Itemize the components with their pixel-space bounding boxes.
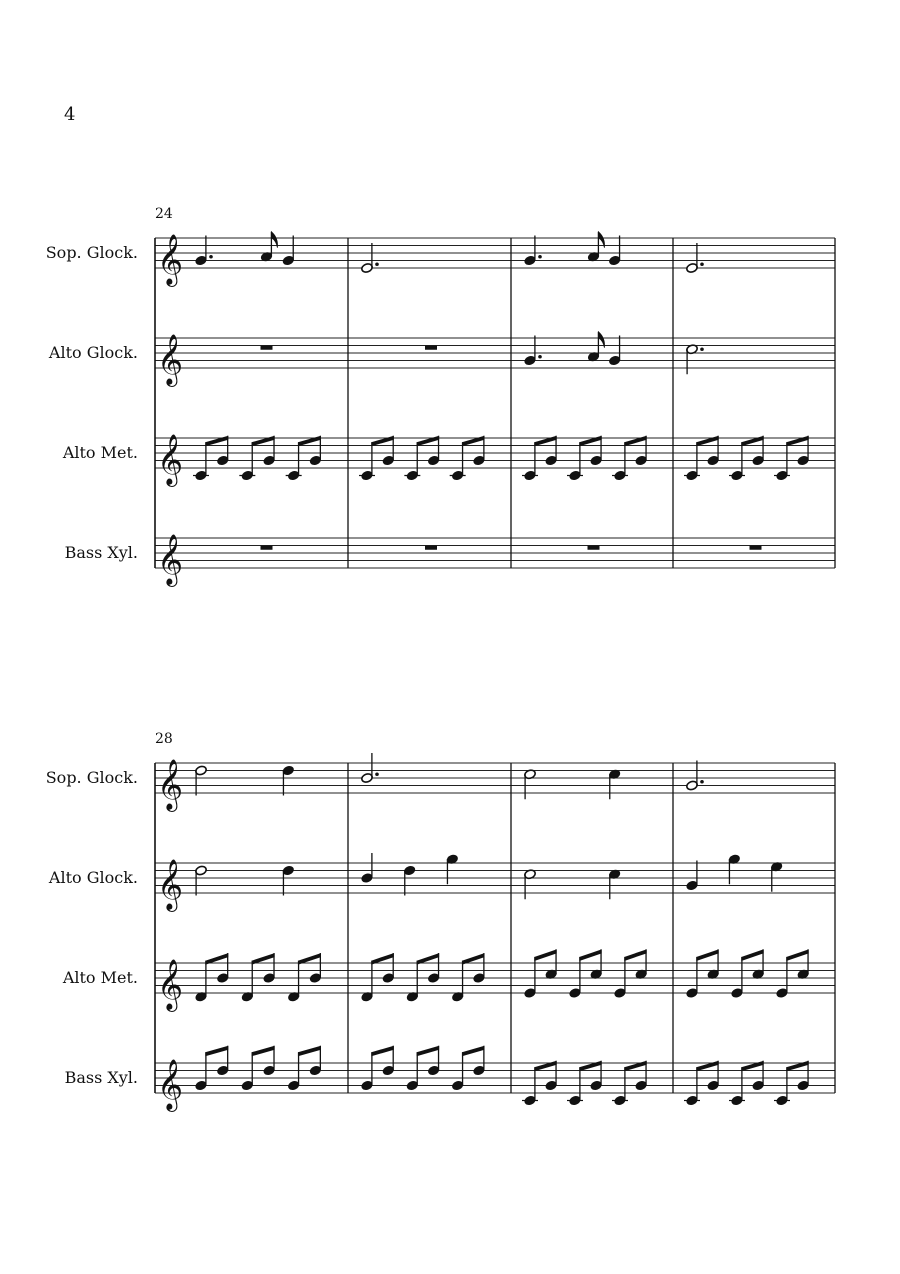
eighth-beam bbox=[786, 949, 808, 961]
measure bbox=[750, 546, 762, 550]
augmentation-dot bbox=[700, 347, 704, 351]
treble-clef: 𝄞 bbox=[157, 334, 184, 385]
treble-clef: 𝄞 bbox=[157, 234, 184, 285]
measure bbox=[524, 949, 648, 998]
measure bbox=[588, 546, 600, 550]
eighth-beam bbox=[696, 1061, 718, 1072]
measure bbox=[524, 769, 621, 799]
measure bbox=[522, 436, 647, 481]
eighth-beam bbox=[371, 436, 394, 447]
measure bbox=[261, 346, 273, 350]
eighth-beam bbox=[534, 436, 556, 447]
instrument-name: Bass Xyl. bbox=[64, 543, 138, 562]
staff bbox=[48, 332, 835, 387]
eighth-beam bbox=[298, 436, 321, 447]
measure bbox=[686, 949, 810, 998]
eighth-beam bbox=[417, 1046, 440, 1057]
measure bbox=[195, 1046, 322, 1091]
instrument-name: Sop. Glock. bbox=[45, 243, 138, 262]
staff bbox=[48, 853, 835, 912]
eighth-beam bbox=[534, 949, 556, 961]
eighth-beam bbox=[371, 1046, 394, 1057]
page-number: 4 bbox=[64, 104, 76, 125]
staff bbox=[46, 232, 835, 287]
measure-number: 24 bbox=[155, 206, 173, 222]
eighth-beam bbox=[462, 1046, 485, 1057]
measure bbox=[193, 436, 322, 481]
augmentation-dot bbox=[700, 780, 704, 784]
systems-layer bbox=[46, 206, 835, 1112]
measure bbox=[686, 344, 704, 374]
whole-rest bbox=[588, 546, 600, 550]
augmentation-dot bbox=[375, 772, 379, 776]
eighth-beam bbox=[741, 436, 763, 447]
whole-rest bbox=[261, 546, 273, 550]
treble-clef: 𝄞 bbox=[157, 534, 184, 585]
staff bbox=[46, 753, 835, 812]
augmentation-dot bbox=[700, 262, 704, 266]
measure bbox=[359, 436, 485, 481]
instrument-name: Alto Glock. bbox=[48, 868, 138, 887]
eighth-beam bbox=[252, 436, 275, 447]
measure bbox=[361, 853, 459, 896]
staff bbox=[62, 434, 835, 487]
measure bbox=[686, 243, 704, 273]
whole-rest bbox=[750, 546, 762, 550]
measure bbox=[524, 869, 621, 899]
whole-rest bbox=[261, 346, 273, 350]
instrument-name: Alto Glock. bbox=[48, 343, 138, 362]
measure bbox=[686, 761, 704, 791]
eighth-beam bbox=[624, 949, 646, 961]
instrument-name: Alto Met. bbox=[62, 968, 138, 987]
measure bbox=[686, 854, 783, 892]
eighth-beam bbox=[696, 436, 718, 447]
measure bbox=[261, 546, 273, 550]
eighth-beam bbox=[786, 436, 808, 447]
eighth-beam bbox=[205, 1046, 228, 1057]
treble-clef: 𝄞 bbox=[157, 759, 184, 810]
system bbox=[46, 731, 835, 1112]
eighth-beam bbox=[252, 1046, 275, 1057]
measure bbox=[195, 865, 295, 895]
measure-number: 28 bbox=[155, 731, 173, 747]
treble-clef: 𝄞 bbox=[157, 1059, 184, 1110]
measure bbox=[361, 1046, 486, 1091]
augmentation-dot bbox=[375, 262, 379, 266]
staff bbox=[65, 534, 835, 587]
whole-rest bbox=[425, 546, 437, 550]
eighth-beam bbox=[624, 1061, 646, 1072]
augmentation-dot bbox=[538, 255, 542, 259]
measure bbox=[195, 765, 295, 795]
eighth-beam bbox=[579, 949, 601, 961]
instrument-name: Bass Xyl. bbox=[64, 1068, 138, 1087]
eighth-beam bbox=[696, 949, 718, 961]
measure bbox=[684, 436, 809, 481]
eighth-beam bbox=[579, 436, 601, 447]
measure bbox=[425, 546, 437, 550]
augmentation-dot bbox=[538, 355, 542, 359]
eighth-beam bbox=[205, 436, 228, 447]
eighth-beam bbox=[462, 436, 485, 447]
eighth-beam bbox=[741, 1061, 763, 1072]
instrument-name: Sop. Glock. bbox=[45, 768, 138, 787]
measure bbox=[361, 243, 379, 273]
eighth-beam bbox=[624, 436, 646, 447]
instrument-name: Alto Met. bbox=[62, 443, 138, 462]
treble-clef: 𝄞 bbox=[157, 434, 184, 485]
measure bbox=[425, 346, 437, 350]
augmentation-dot bbox=[209, 255, 213, 259]
whole-rest bbox=[425, 346, 437, 350]
measure bbox=[361, 753, 379, 783]
staff bbox=[62, 949, 835, 1012]
eighth-beam bbox=[298, 1046, 321, 1057]
eighth-beam bbox=[741, 949, 763, 961]
measure bbox=[522, 1061, 647, 1106]
measure bbox=[684, 1061, 809, 1106]
eighth-beam bbox=[417, 436, 440, 447]
treble-clef: 𝄞 bbox=[157, 959, 184, 1010]
system bbox=[46, 206, 835, 587]
eighth-beam bbox=[579, 1061, 601, 1072]
staff bbox=[65, 1046, 835, 1112]
eighth-beam bbox=[534, 1061, 556, 1072]
eighth-beam bbox=[786, 1061, 808, 1072]
treble-clef: 𝄞 bbox=[157, 859, 184, 910]
